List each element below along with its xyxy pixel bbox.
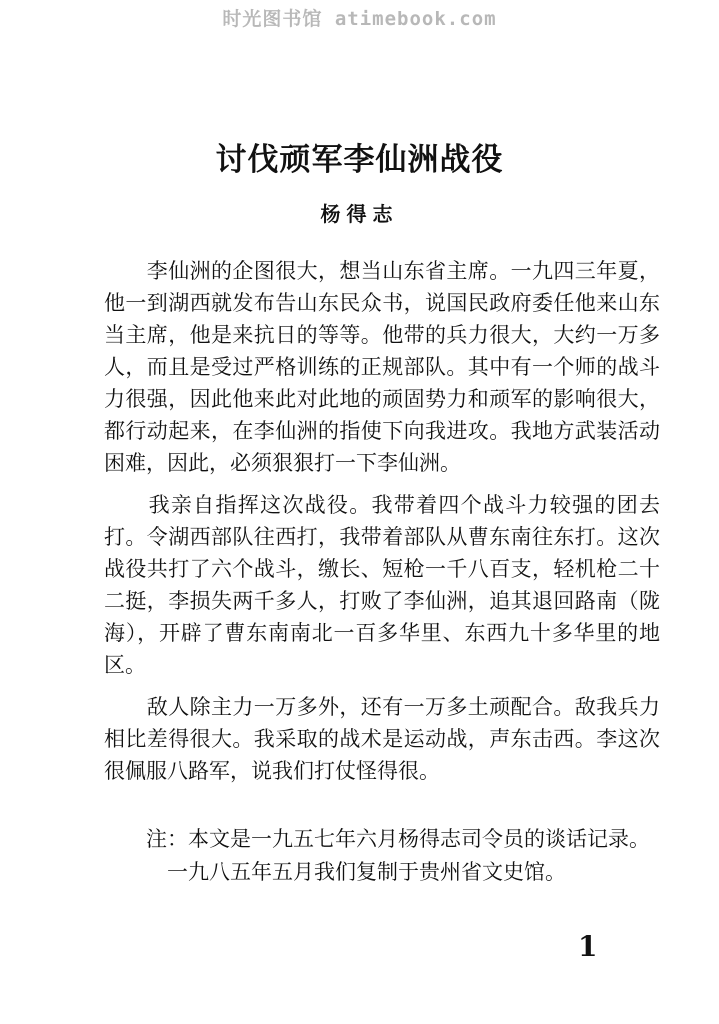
article-title: 讨伐顽军李仙洲战役 bbox=[215, 142, 504, 178]
footnote bbox=[104, 823, 674, 889]
paragraph-2 bbox=[104, 489, 660, 681]
text-line: 敌人除主力一万多外，还有一万多土顽配合。敌我兵力 bbox=[104, 695, 660, 719]
note-line: 一九八五年五月我们复制于贵州省文史馆。 bbox=[104, 860, 566, 884]
article-body bbox=[104, 255, 660, 889]
text-line: 人，而且是受过严格训练的正规部队。其中有一个师的战斗 bbox=[104, 355, 660, 379]
text-line: 力很强，因此他来此对此地的顽固势力和顽军的影响很大， bbox=[104, 387, 660, 411]
author: 杨得志 bbox=[320, 202, 399, 226]
text-line: 当主席，他是来抗日的等等。他带的兵力很大，大约一万多 bbox=[104, 323, 660, 347]
text-line: 战役共打了六个战斗，缴长、短枪一千八百支，轻机枪二十 bbox=[104, 557, 660, 581]
text-line: 打。令湖西部队往西打，我带着部队从曹东南往东打。这次 bbox=[104, 525, 660, 549]
text-line: 我亲自指挥这次战役。我带着四个战斗力较强的团去 bbox=[104, 493, 660, 517]
text-line: 很佩服八路军，说我们打仗怪得很。 bbox=[104, 759, 440, 783]
text-line: 相比差得很大。我采取的战术是运动战，声东击西。李这次 bbox=[104, 727, 660, 751]
watermark: 时光图书馆 atimebook.com bbox=[222, 8, 497, 30]
paragraph-1 bbox=[104, 255, 660, 479]
text-line: 他一到湖西就发布告山东民众书，说国民政府委任他来山东 bbox=[104, 291, 660, 315]
paragraph-3 bbox=[104, 691, 660, 787]
text-line: 海），开辟了曹东南南北一百多华里、东西九十多华里的地 bbox=[104, 621, 660, 645]
text-line: 区。 bbox=[104, 653, 146, 677]
text-line: 二挺，李损失两千多人，打败了李仙洲，追其退回路南（陇 bbox=[104, 589, 660, 613]
text-line: 都行动起来，在李仙洲的指使下向我进攻。我地方武装活动 bbox=[104, 419, 660, 443]
text-line: 困难，因此，必须狠狠打一下李仙洲。 bbox=[104, 451, 461, 475]
note-line: 注：本文是一九五七年六月杨得志司令员的谈话记录。 bbox=[146, 827, 650, 851]
text-line: 李仙洲的企图很大，想当山东省主席。一九四三年夏， bbox=[104, 259, 660, 283]
page-number: 1 bbox=[578, 930, 598, 963]
